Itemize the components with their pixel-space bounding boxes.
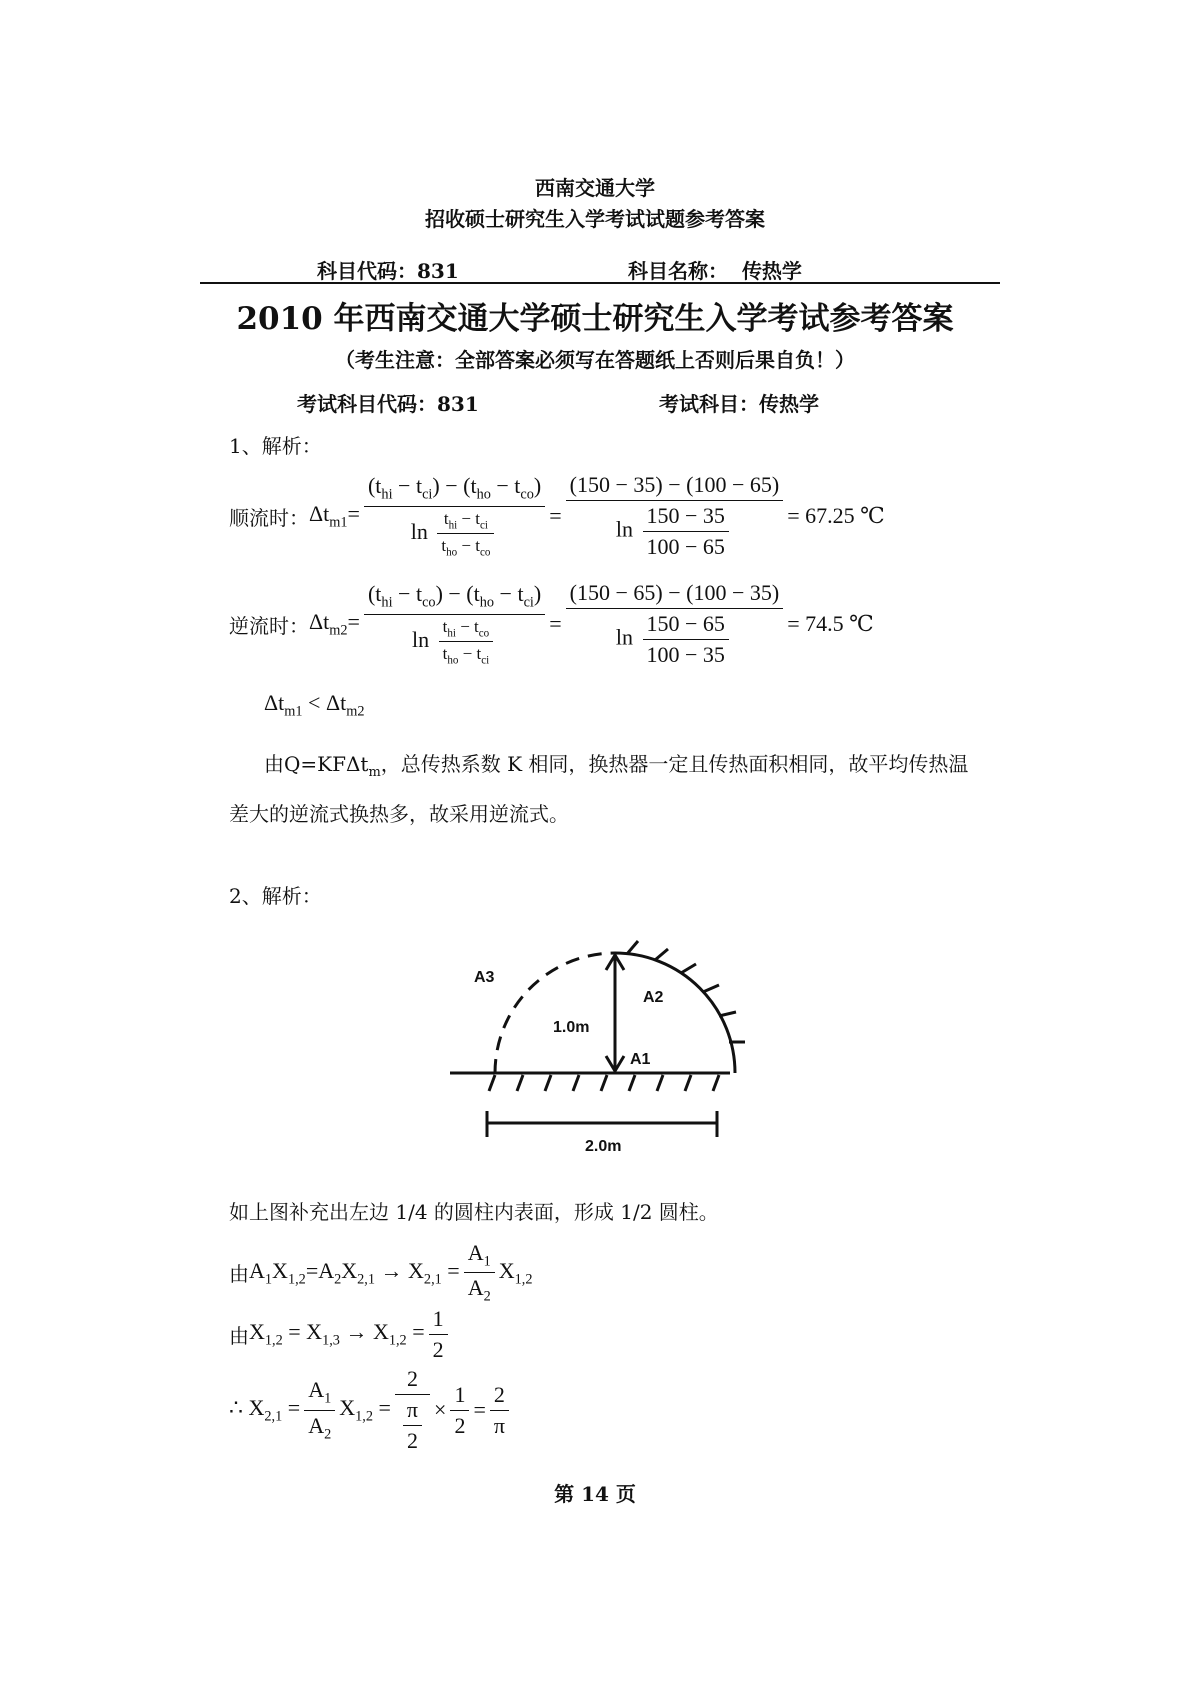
surface-A3 bbox=[495, 953, 615, 1073]
parallel-label: 顺流时： bbox=[229, 505, 309, 530]
parallel-result: = 67.25 ℃ bbox=[787, 503, 885, 528]
header-rule bbox=[200, 282, 1000, 284]
subject-code bbox=[317, 255, 459, 284]
page-title: 2010 年西南交通大学硕士研究生入学考试参考答案 bbox=[236, 301, 954, 337]
formula-counter: 逆流时： $\Delta t_{m2}=$ $(t_{hi} - t_{co}) - (t_{ho} - t_{ci})$ ln $\frac{t_{hi} - t_{co}}{t_{ho} - t_{ci}}$ = (150 − 65) − (100 − 35) ln $\frac{150 - 65}{100 - 35}$ = 74.5 ℃ bbox=[229, 580, 874, 667]
symmetry-formula: 由 $X_{1,2} = X_{1,3} \to X_{1,2}$ = $\frac{1}{2}$ bbox=[229, 1306, 452, 1363]
q1-heading: 1、解析： bbox=[229, 434, 322, 458]
reciprocity-formula: 由 $A_1X_{1,2}=A_2X_{2,1} \to X_{2,1}$ = $\frac{A_1}{A_2}$ $X_{1,2}$ bbox=[229, 1240, 533, 1305]
subject-name bbox=[628, 255, 816, 284]
exam-notice: （考生注意：全部答案必须写在答题纸上否则后果自负！） bbox=[335, 348, 855, 372]
ground-hatching bbox=[489, 1075, 719, 1091]
label-A2: A2 bbox=[643, 989, 664, 1006]
exam-code: 考试科目代码：831 bbox=[297, 392, 479, 416]
lmtd-counter-numeric: (150 − 65) − (100 − 35) ln $\frac{150 - 65}{100 - 35}$ bbox=[566, 580, 784, 668]
page-number: 第 14 页 bbox=[554, 1482, 636, 1506]
counter-result: = 74.5 ℃ bbox=[787, 611, 874, 636]
label-A3: A3 bbox=[474, 969, 495, 986]
lmtd-parallel-symbolic: $(t_{hi} - t_{ci}) - (t_{ho} - t_{co})$ ln $\frac{t_{hi} - t_{ci}}{t_{ho} - t_{co}}$ bbox=[364, 473, 545, 558]
subject-name-label: 科目名称： bbox=[628, 259, 728, 283]
subject-name-value: 传热学 bbox=[741, 259, 802, 283]
result-formula: ∴ $X_{2,1}$ = $\frac{A_1}{A_2}$ $X_{1,2}$ = $\frac{2}{\frac{\pi}{2}}$ × $\frac{1}{2}$ = $\frac{2}{\pi}$ bbox=[229, 1366, 513, 1454]
university-name: 西南交通大学 bbox=[535, 176, 655, 200]
exam-subject: 考试科目：传热学 bbox=[659, 392, 819, 416]
lmtd-parallel-numeric: (150 − 35) − (100 − 65) ln $\frac{150 - 35}{100 - 65}$ bbox=[566, 472, 784, 560]
counter-label: 逆流时： bbox=[229, 613, 309, 638]
subject-code-label: 科目代码： bbox=[317, 259, 417, 283]
q1-explanation-line2: 差大的逆流式换热多，故采用逆流式。 bbox=[229, 802, 569, 826]
label-radius: 1.0m bbox=[553, 1019, 590, 1036]
formula-parallel: 顺流时： $\Delta t_{m1}=$ $(t_{hi} - t_{ci}) - (t_{ho} - t_{co})$ ln $\frac{t_{hi} - t_{ci}}{t_{ho} - t_{co}}$ = (150 − 35) − (100 − 65) ln $\frac{150 - 35}{100 - 65}$ = 67.25 ℃ bbox=[229, 472, 885, 559]
lmtd-comparison: $\Delta t_{m1} < \Delta t_{m2}$ bbox=[264, 690, 365, 720]
q1-explanation-line1: 由Q=KFΔt$_m$，总传热系数 K 相同，换热器一定且传热面积相同，故平均传热温 bbox=[264, 752, 969, 780]
lmtd-counter-symbolic: $(t_{hi} - t_{co}) - (t_{ho} - t_{ci})$ ln $\frac{t_{hi} - t_{co}}{t_{ho} - t_{ci}}$ bbox=[364, 581, 545, 666]
label-width: 2.0m bbox=[585, 1138, 622, 1155]
subject-code-value: 831 bbox=[417, 259, 459, 283]
label-A1: A1 bbox=[630, 1051, 651, 1068]
q2-heading: 2、解析： bbox=[229, 884, 322, 908]
half-cylinder-figure bbox=[440, 925, 750, 1155]
q2-text: 如上图补充出左边 1/4 的圆柱内表面，形成 1/2 圆柱。 bbox=[229, 1200, 719, 1224]
document-subtitle: 招收硕士研究生入学考试试题参考答案 bbox=[425, 207, 765, 231]
